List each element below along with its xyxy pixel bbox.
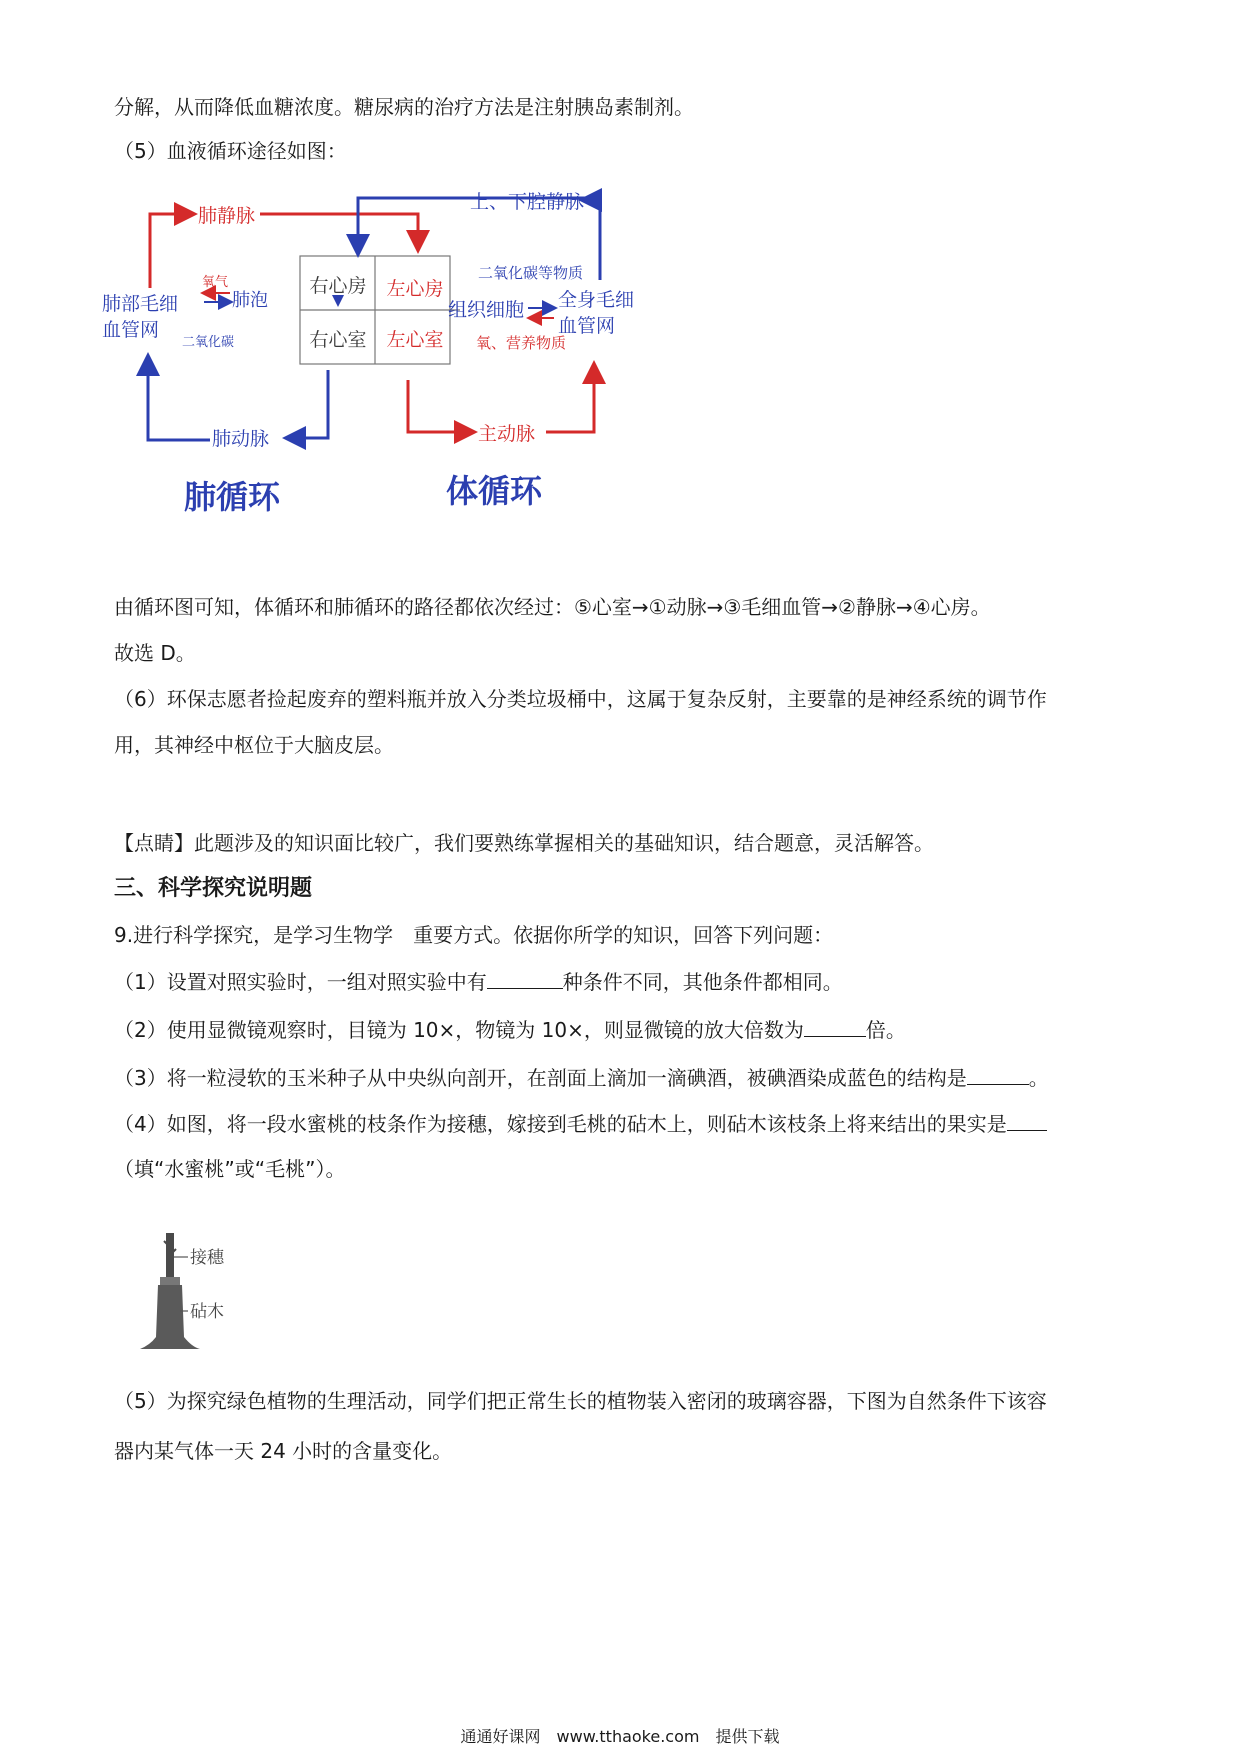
right-atrium-label: 右心房 [309,275,367,297]
lung-capillary-label-2: 血管网 [102,319,160,341]
question-9-1 [114,966,843,997]
text-line: 故选 D。 [114,641,196,665]
left-atrium-label: 左心房 [386,278,444,300]
question-9-4-cont: （填“水蜜桃”或“毛桃”）。 [114,1157,346,1181]
oxygen-nutrients-label: 氧、营养物质 [476,334,567,352]
body-capillary-label-1: 全身毛细 [558,289,635,311]
answer-blank[interactable] [1007,1108,1047,1131]
q9-1-text-b: 种条件不同，其他条件都相同。 [562,970,843,994]
question-9-2 [114,1014,906,1045]
q9-3-text-b: 。 [1028,1066,1049,1090]
text-line: 用，其神经中枢位于大脑皮层。 [114,733,394,757]
question-9-3 [114,1062,1049,1093]
alveoli-label: 肺泡 [232,290,268,311]
co2-etc-label: 二氧化碳等物质 [478,264,584,282]
grafting-figure [130,1225,250,1365]
right-ventricle-out-arrow [288,370,328,438]
blood-circulation-diagram [102,191,720,580]
graft-joint [160,1277,180,1285]
q9-2-text-a: （2）使用显微镜观察时，目镜为 10×，物镜为 10×，则显微镜的放大倍数为 [114,1018,804,1042]
question-9-4 [114,1108,1047,1139]
text-line: 由循环图可知，体循环和肺循环的路径都依次经过：⑤心室→①动脉→③毛细血管→②静脉→④心房。 [114,595,991,619]
q9-1-text-a: （1）设置对照实验时，一组对照实验中有 [114,970,487,994]
pulmonary-artery-arrow [148,358,210,440]
question-9-5-cont: 器内某气体一天 24 小时的含量变化。 [114,1439,453,1463]
capillary-to-vena-cava-arrow [584,200,600,280]
lung-capillary-label-1: 肺部毛细 [102,293,179,315]
aorta-arrow [546,366,594,432]
question-9: 9.进行科学探究，是学习生物学 重要方式。依据你所学的知识，回答下列问题： [114,923,834,947]
left-ventricle-out-arrow [408,380,472,432]
vena-cava-label: 上、下腔静脉 [470,191,585,213]
text-line: （6）环保志愿者捡起废弃的塑料瓶并放入分类垃圾桶中，这属于复杂反射，主要靠的是神经系统的调节作 [114,687,1047,711]
q9-2-text-b: 倍。 [865,1018,906,1042]
body-capillary-label-2: 血管网 [558,315,616,337]
pulmonary-artery-label: 肺动脉 [212,428,270,450]
text-line: （5）血液循环途径如图： [114,139,347,163]
rootstock-label: 砧木 [190,1302,224,1322]
tissue-cells-label: 组织细胞 [448,299,525,321]
aorta-label: 主动脉 [478,423,536,445]
question-9-5: （5）为探究绿色植物的生理活动，同学们把正常生长的植物装入密闭的玻璃容器，下图为自然条件下该容 [114,1389,1047,1413]
answer-blank[interactable] [804,1014,866,1037]
q9-3-text-a: （3）将一粒浸软的玉米种子从中央纵向剖开，在剖面上滴加一滴碘酒，被碘酒染成蓝色的结构是 [114,1066,967,1090]
systemic-circulation-title: 体循环 [446,472,543,510]
co2-label: 二氧化碳 [182,335,235,350]
pulmonary-vein-arrow [150,214,192,288]
scion-label: 接穗 [190,1248,224,1268]
page-footer: 通通好课网 www.tthaoke.com 提供下载 [460,1727,780,1746]
text-line: 分解，从而降低血糖浓度。糖尿病的治疗方法是注射胰岛素制剂。 [114,95,694,119]
answer-blank[interactable] [967,1062,1029,1085]
answer-blank[interactable] [487,966,563,989]
pulmonary-circulation-title: 肺循环 [184,478,281,516]
oxygen-label: 氧气 [202,275,229,290]
comment-line: 【点睛】此题涉及的知识面比较广，我们要熟练掌握相关的基础知识，结合题意，灵活解答。 [114,831,934,855]
to-left-atrium-arrow [260,214,418,248]
q9-4-text-a: （4）如图，将一段水蜜桃的枝条作为接穗，嫁接到毛桃的砧木上，则砧木该枝条上将来结出的果实是 [114,1112,1007,1136]
section-heading: 三、科学探究说明题 [114,876,313,901]
left-ventricle-label: 左心室 [386,329,444,351]
pulmonary-vein-label: 肺静脉 [198,205,256,227]
right-ventricle-label: 右心室 [309,329,367,351]
